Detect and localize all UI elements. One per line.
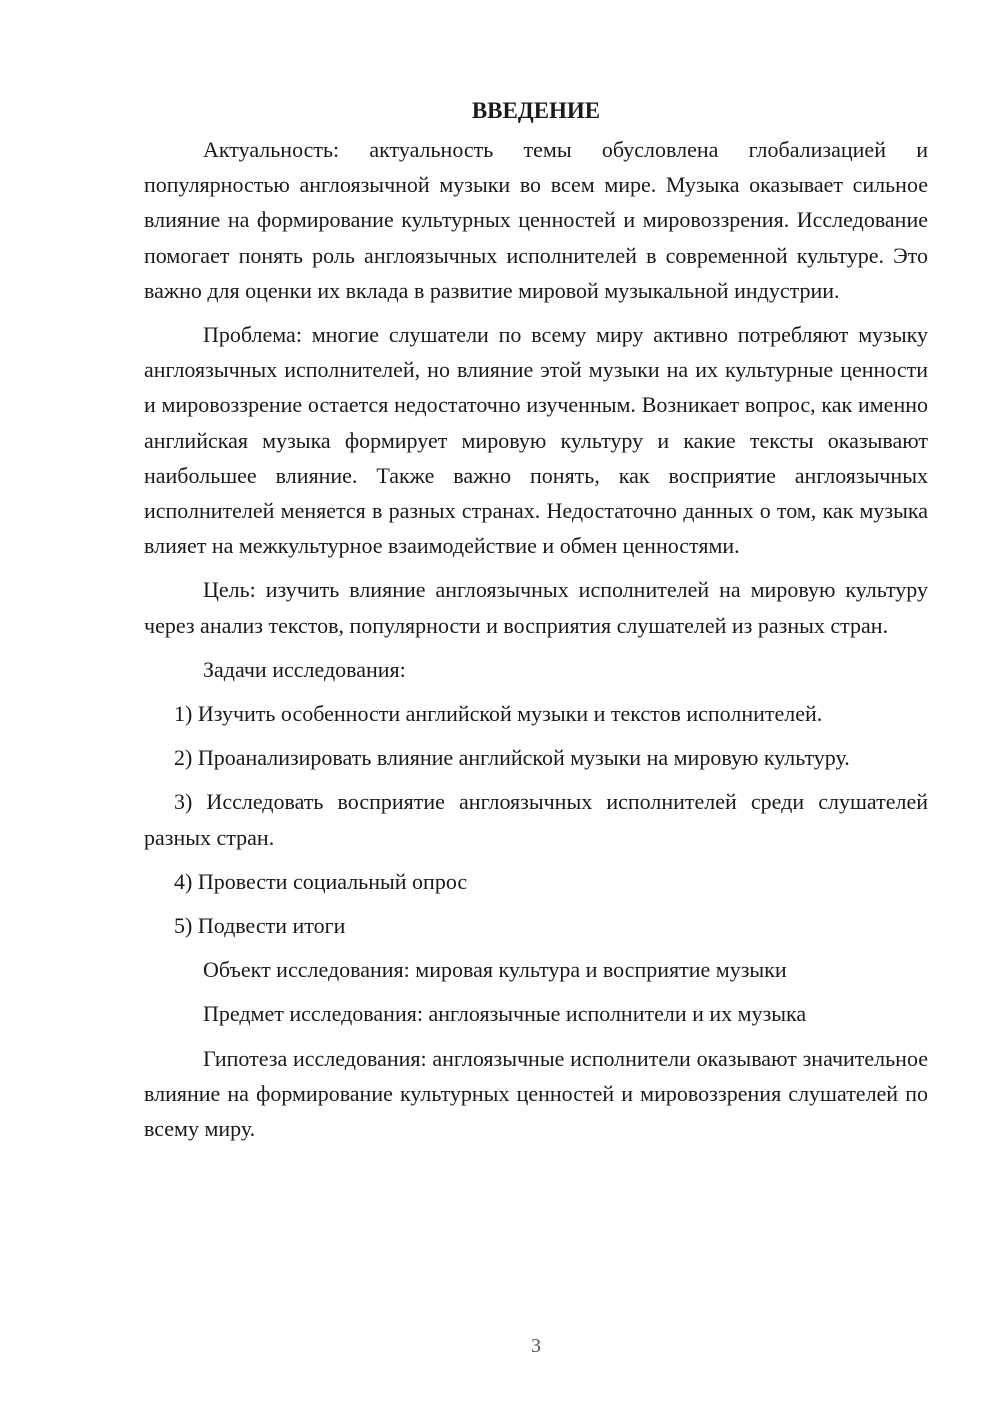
goal-paragraph: Цель: изучить влияние англоязычных исполнителей на мировую культуру через анализ текстов, популярности и восприятия слушателей из разных стран. [144,577,928,638]
research-object: Объект исследования: мировая культура и восприятие музыки [203,957,787,983]
relevance-paragraph: Актуальность: актуальность темы обусловлена глобализацией и популярностью англоязычной музыки во всем мире. Музыка оказывает сильное влияние на формирование культурных ценностей и мировоззрения. Исследование помогает понять роль англоязычных исполнителей в современной культуре. Это важно для оценки их вклада в развитие мировой музыкальной индустрии. [144,137,928,303]
page-number: 3 [531,1335,541,1357]
research-hypothesis: Гипотеза исследования: англоязычные исполнители оказывают значительное влияние на формирование культурных ценностей и мировоззрения слушателей по всему миру. [144,1045,928,1142]
research-subject: Предмет исследования: англоязычные исполнители и их музыка [203,1001,807,1027]
task-item-4: 4) Провести социальный опрос [174,868,468,894]
section-heading: ВВЕДЕНИЕ [471,98,601,123]
task-item-2: 2) Проанализировать влияние английской музыки на мировую культуру. [174,745,850,771]
problem-paragraph: Проблема: многие слушатели по всему миру активно потребляют музыку англоязычных исполнителей, но влияние этой музыки на их культурные ценности и мировоззрение остается недостаточно изученным. Возникает вопрос, как именно английская музыка формирует мировую культуру и какие тексты оказывают наибольшее влияние. Также важно понять, как восприятие англоязычных исполнителей меняется в разных странах. Недостаточно данных о том, как музыка влияет на межкультурное взаимодействие и обмен ценностями. [144,322,928,559]
task-item-5: 5) Подвести итоги [174,913,346,939]
task-item-3: 3) Исследовать восприятие англоязычных исполнителей среди слушателей разных стран. [144,789,928,850]
task-item-1: 1) Изучить особенности английской музыки и текстов исполнителей. [174,701,823,727]
tasks-title: Задачи исследования: [203,656,406,682]
page-content [144,96,928,1155]
